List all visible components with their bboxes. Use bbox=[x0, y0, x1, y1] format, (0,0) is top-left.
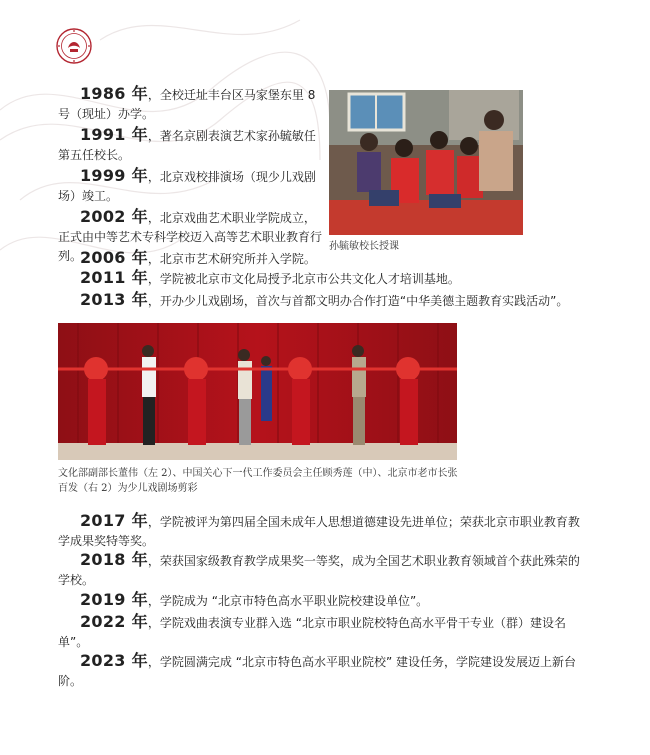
classroom-photo-illustration bbox=[329, 90, 523, 235]
entry-year: 2011 年 bbox=[80, 268, 148, 287]
entry-text: ，学院圆满完成 “北京市特色高水平职业院校” 建设任务，学院建设发展迈上新台阶。 bbox=[58, 655, 576, 688]
entry-text: ，全校迁址丰台区马家堡东里 8 号（现址）办学。 bbox=[58, 88, 316, 121]
entry-year: 2002 年 bbox=[80, 207, 148, 226]
timeline-entry-2018 bbox=[58, 550, 588, 590]
classroom-photo bbox=[329, 90, 523, 235]
entry-text: ，北京戏校排演场（现少儿戏剧场）竣工。 bbox=[58, 170, 316, 203]
entry-year: 2019 年 bbox=[80, 590, 148, 609]
timeline-entry-1991 bbox=[58, 125, 323, 165]
entry-text: ，北京戏曲艺术职业学院成立，正式由中等艺术专科学校迈入高等艺术职业教育行列。 bbox=[58, 211, 323, 263]
entry-text: ，学院戏曲表演专业群入选 “北京市职业院校特色高水平骨干专业（群）建设名单”。 bbox=[58, 616, 566, 649]
entry-year: 1991 年 bbox=[80, 125, 148, 144]
entry-text: ，著名京剧表演艺术家孙毓敏任第五任校长。 bbox=[58, 129, 316, 162]
entry-year: 2017 年 bbox=[80, 511, 148, 530]
entry-text: ，学院成为 “北京市特色高水平职业院校建设单位”。 bbox=[147, 594, 429, 608]
school-seal-logo bbox=[56, 28, 92, 64]
timeline-entry-1999 bbox=[58, 166, 323, 206]
entry-year: 2013 年 bbox=[80, 290, 148, 309]
timeline-entry-2017 bbox=[58, 511, 588, 551]
entry-text: ，北京市艺术研究所并入学院。 bbox=[147, 252, 316, 266]
classroom-photo-caption: 孙毓敏校长授课 bbox=[329, 241, 399, 252]
timeline-entry-2019 bbox=[58, 590, 588, 611]
timeline-entry-2013 bbox=[58, 290, 598, 311]
timeline-entry-2023 bbox=[58, 651, 588, 691]
ribbon-cutting-caption: 文化部副部长董伟（左 2）、中国关心下一代工作委员会主任顾秀莲（中）、北京市老市长张百发（右 2）为少儿戏剧场剪彩 bbox=[58, 468, 458, 494]
entry-year: 1986 年 bbox=[80, 84, 148, 103]
timeline-entry-2006 bbox=[58, 248, 323, 269]
entry-text: ，学院被评为第四届全国未成年人思想道德建设先进单位；荣获北京市职业教育教学成果奖特等奖。 bbox=[58, 515, 580, 548]
entry-text: ，荣获国家级教育教学成果奖一等奖，成为全国艺术职业教育领域首个获此殊荣的学校。 bbox=[58, 554, 580, 587]
entry-year: 2022 年 bbox=[80, 612, 148, 631]
timeline-entry-2011 bbox=[58, 268, 588, 289]
entry-year: 2018 年 bbox=[80, 550, 148, 569]
ribbon-cutting-photo bbox=[58, 323, 457, 460]
entry-year: 2023 年 bbox=[80, 651, 148, 670]
ribbon-cutting-illustration bbox=[58, 323, 457, 460]
entry-text: ，学院被北京市文化局授予北京市公共文化人才培训基地。 bbox=[147, 272, 460, 286]
entry-text: ，开办少儿戏剧场，首次与首都文明办合作打造“中华美德主题教育实践活动”。 bbox=[147, 294, 569, 308]
entry-year: 1999 年 bbox=[80, 166, 148, 185]
timeline-entry-2022 bbox=[58, 612, 588, 652]
timeline-entry-1986 bbox=[58, 84, 323, 124]
entry-year: 2006 年 bbox=[80, 248, 148, 267]
